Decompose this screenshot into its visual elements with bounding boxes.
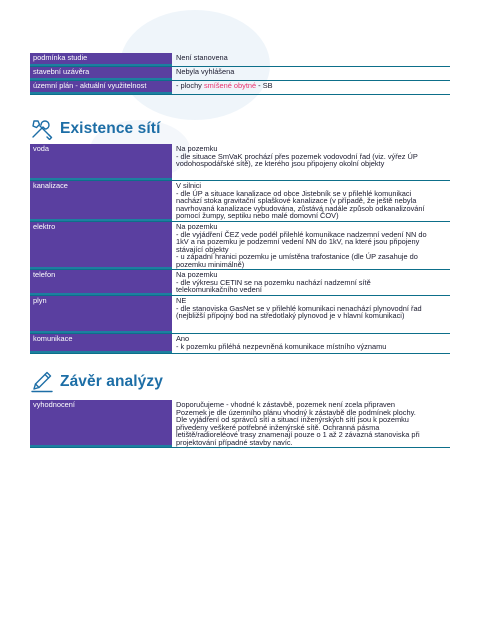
- pencil-icon: [30, 371, 54, 393]
- table-row: [30, 296, 450, 334]
- table-row: [30, 67, 450, 81]
- row-value: Není stanovena: [176, 53, 228, 62]
- networks-section-title: [30, 118, 160, 140]
- table-row: [30, 222, 450, 270]
- row-label: telefon: [30, 270, 172, 295]
- row-label: podmínka studie: [30, 53, 172, 66]
- row-value: Na pozemku - dle výkresu CETIN se na pozemku nachází nadzemní sítě telekomunikačního vedení: [176, 270, 371, 295]
- row-label: elektro: [30, 222, 172, 269]
- table-row: [30, 181, 450, 222]
- row-label: územní plán - aktuální využitelnost: [30, 81, 172, 94]
- tools-icon: [30, 118, 54, 140]
- table-row: [30, 53, 450, 67]
- row-label: stavební uzávěra: [30, 67, 172, 80]
- row-value: Ano - k pozemku přiléhá nezpevněná komunikace místního významu: [176, 334, 387, 351]
- row-label: voda: [30, 144, 172, 180]
- row-value: Doporučujeme - vhodné k zástavbě, pozemek není zcela připraven Pozemek je dle územního plánu vhodný k zástavbě dle podmínek plochy. Dle vyjádření od správců sítí a situací inženýrských sítí jsou k pozemku přivedeny veškeré potřebné inženýrské sítě. Ochranná pásma letiště/radioreléové trasy znamenají pouze o 1 až 2 závazná stanoviska při projektování případné stavby navíc.: [176, 400, 420, 447]
- row-value: Na pozemku - dle vyjádření ČEZ vede podél přilehlé komunikace nadzemní vedení NN do 1kV a na pozemku je podzemní vedení NN do 1kV, na které jsou připojeny stávající objekty - u západní hranici pozemku je umístěna trafostanice (dle ÚP zasahuje do pozemku minimálně): [176, 222, 427, 269]
- section-title-text: Závěr analýzy: [60, 373, 163, 390]
- table-row: [30, 334, 450, 354]
- row-value: V silnici - dle ÚP a situace kanalizace od obce Jistebník se v přilehlé komunikaci nachází stoka gravitační splaškové kanalizace (v případě, že ještě nebyla navrhovaná kanalizace vybudována, zůstává nadále způsob odkanalizování pomocí žumpy, septiku nebo malé domovní ČOV): [176, 181, 425, 221]
- conclusion-section-title: [30, 371, 163, 393]
- networks-table: [30, 144, 450, 354]
- section-title-text: Existence sítí: [60, 120, 161, 137]
- top-info-table: [30, 53, 450, 95]
- conclusion-table: [30, 400, 450, 448]
- row-label: kanalizace: [30, 181, 172, 221]
- table-row: [30, 270, 450, 296]
- table-row: [30, 144, 450, 181]
- table-row: [30, 400, 450, 448]
- table-row: [30, 81, 450, 95]
- highlight-text: smíšené obytné: [203, 81, 257, 90]
- row-value: - plochy smíšené obytné - SB: [176, 81, 273, 90]
- row-label: komunikace: [30, 334, 172, 353]
- row-label: plyn: [30, 296, 172, 333]
- row-value: Nebyla vyhlášena: [176, 67, 235, 76]
- row-value: NE - dle stanoviska GasNet se v přilehlé komunikaci nenachází plynovodní řad (nejbližší přípojný bod na středotlaký plynovod je v hlavní komunikaci): [176, 296, 422, 321]
- row-label: vyhodnocení: [30, 400, 172, 447]
- row-value: Na pozemku - dle situace SmVaK prochází přes pozemek vodovodní řad (viz. výřez ÚP vodohospodářské sítě), ze kterého jsou připojeny okolní objekty: [176, 144, 418, 169]
